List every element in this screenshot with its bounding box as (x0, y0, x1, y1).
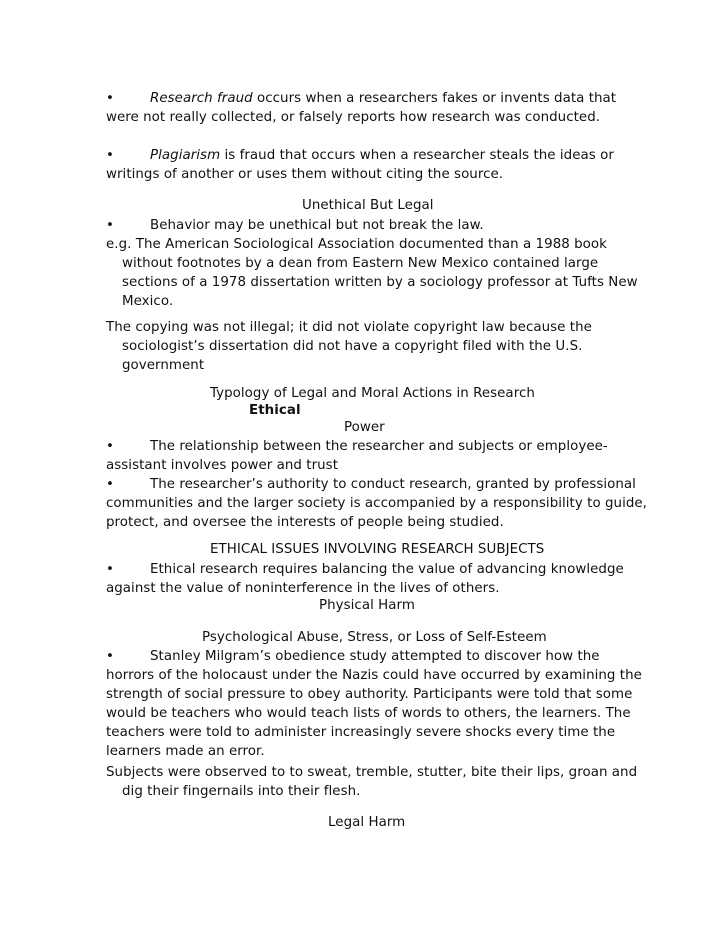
ethical-issues-heading: ETHICAL ISSUES INVOLVING RESEARCH SUBJECTS (210, 542, 545, 557)
power-bullet-1: • The relationship between the researcher and subjects or employee- assistant involves power and trust (106, 439, 608, 473)
bullet: • (106, 91, 114, 106)
copying-paragraph: The copying was not illegal; it did not violate copyright law because the sociologist’s dissertation did not have a copyright filed with the U.S. government (106, 320, 592, 373)
milgram-paragraph: • Stanley Milgram’s obedience study attempted to discover how the horrors of the holocaust under the Nazis could have occurred by examining the strength of social pressure to obey authority. Participants were told that some would be teachers who would teach lists of words to others, the learners. The teachers were told to administer increasingly severe shocks every time the learners made an error. (106, 649, 642, 759)
power-heading: Power (344, 420, 385, 435)
physical-harm-heading: Physical Harm (319, 598, 415, 613)
eg-paragraph: e.g. The American Sociological Association documented than a 1988 book without footnotes by a dean from Eastern New Mexico contained large sections of a 1978 dissertation written by a sociology professor at Tufts New Mexico. (106, 237, 638, 309)
unethical-but-legal-heading: Unethical But Legal (302, 198, 434, 213)
power-bullet-2: • The researcher’s authority to conduct research, granted by professional communities and the larger society is accompanied by a responsibility to guide, protect, and oversee the interests of people being studied. (106, 477, 647, 530)
ethical-issues-bullet: • Ethical research requires balancing the value of advancing knowledge against the value of noninterference in the lives of others. (106, 562, 624, 596)
psychological-heading: Psychological Abuse, Stress, or Loss of Self-Esteem (202, 630, 547, 645)
research-fraud-paragraph: • Research fraud occurs when a researchers fakes or invents data that were not really collected, or falsely reports how research was conducted. (106, 91, 617, 125)
plagiarism-paragraph: • Plagiarism is fraud that occurs when a researcher steals the ideas or writings of another or uses them without citing the source. (106, 148, 614, 182)
ethical-heading: Ethical (249, 403, 301, 418)
bullet: • (106, 148, 114, 163)
research-fraud-term: Research fraud (150, 91, 253, 106)
unethical-bullet: • Behavior may be unethical but not break the law. (106, 218, 484, 233)
subjects-paragraph: Subjects were observed to to sweat, tremble, stutter, bite their lips, groan and dig their fingernails into their flesh. (106, 765, 638, 799)
typology-heading: Typology of Legal and Moral Actions in Research (210, 386, 535, 401)
plagiarism-term: Plagiarism (150, 148, 221, 163)
legal-harm-heading: Legal Harm (328, 815, 406, 830)
